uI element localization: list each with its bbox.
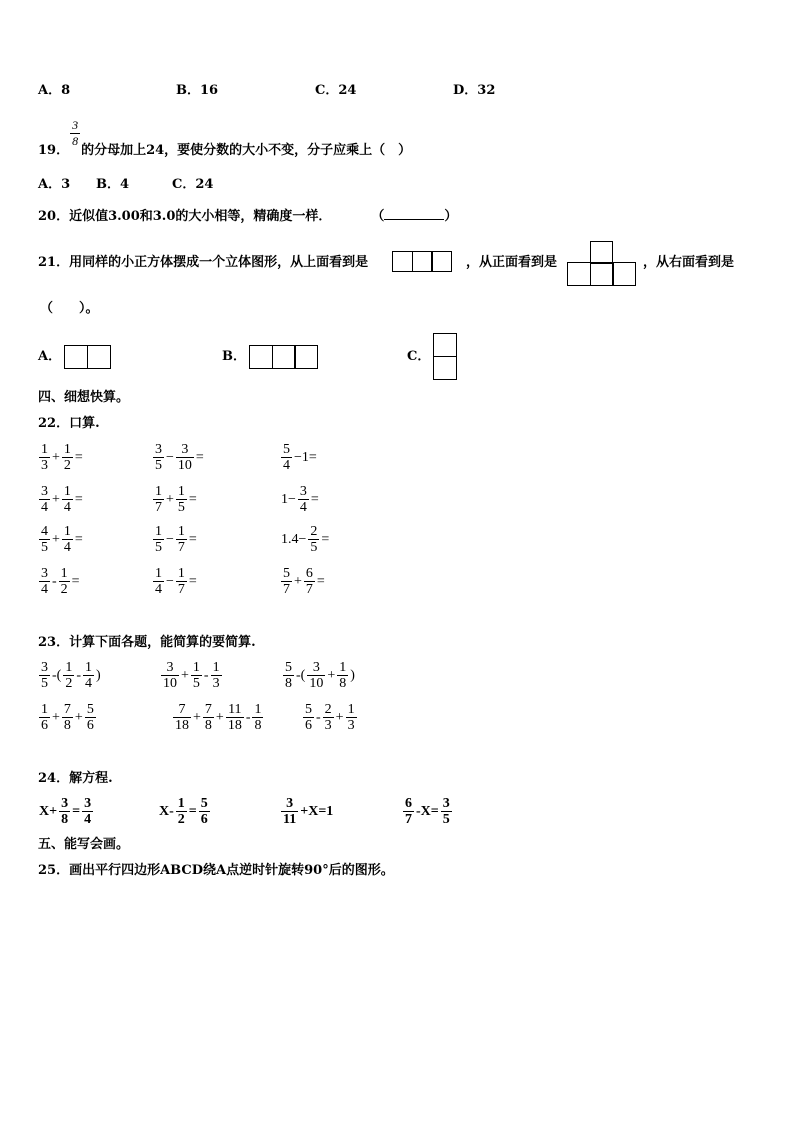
math-expression bbox=[152, 484, 198, 515]
fraction: $\frac{3}{5}$ bbox=[442, 796, 450, 827]
fraction: $\frac{1}{5}$ bbox=[155, 524, 162, 555]
q19-option-a: A．3 bbox=[38, 177, 71, 192]
operator: + bbox=[181, 667, 189, 683]
fraction: $\frac{3}{8}$ bbox=[72, 118, 79, 148]
operator: - bbox=[203, 667, 209, 683]
fraction: $\frac{1}{5}$ bbox=[192, 660, 200, 691]
fraction: $\frac{5}{4}$ bbox=[283, 442, 290, 473]
fraction: $\frac{1}{7}$ bbox=[177, 566, 185, 597]
q21-option-a-label: A． bbox=[38, 349, 62, 364]
fraction: $\frac{1}{7}$ bbox=[177, 524, 185, 555]
operator: −1= bbox=[294, 449, 317, 465]
operator: -( bbox=[296, 667, 306, 683]
fraction: $\frac{3}{4}$ bbox=[299, 484, 307, 515]
fraction: $\frac{3}{8}$ bbox=[61, 796, 69, 827]
fraction: $\frac{3}{10}$ bbox=[163, 660, 177, 691]
math-expression bbox=[280, 442, 318, 473]
math-expression bbox=[280, 484, 320, 515]
fraction: $\frac{1}{2}$ bbox=[177, 796, 185, 827]
q21-option-c-label: C． bbox=[407, 349, 431, 364]
top-view-figure bbox=[392, 251, 452, 272]
fraction: $\frac{3}{10}$ bbox=[177, 442, 192, 473]
math-expression bbox=[38, 524, 84, 555]
operator: 1− bbox=[281, 491, 296, 507]
math-expression bbox=[158, 796, 211, 827]
math-expression bbox=[152, 524, 198, 555]
operator: + bbox=[294, 573, 302, 589]
fraction: $\frac{1}{2}$ bbox=[65, 660, 73, 691]
fraction: $\frac{5}{7}$ bbox=[283, 566, 290, 597]
option-d: D．32 bbox=[453, 83, 496, 98]
operator: = bbox=[72, 803, 81, 819]
option-a: A．8 bbox=[38, 83, 71, 98]
fraction: $\frac{5}{8}$ bbox=[285, 660, 292, 691]
operator: + bbox=[74, 709, 83, 725]
operator: + bbox=[52, 491, 60, 507]
math-expression bbox=[38, 796, 94, 827]
operator: = bbox=[188, 531, 197, 547]
operator: ) bbox=[350, 667, 355, 683]
q24-title: 24．解方程. bbox=[38, 771, 113, 786]
answer-blank[interactable] bbox=[384, 206, 444, 220]
q21-text-3: ，从右面看到是 bbox=[643, 255, 735, 270]
operator: = bbox=[71, 573, 80, 589]
operator: = bbox=[195, 449, 204, 465]
fraction: $\frac{3}{4}$ bbox=[41, 484, 48, 515]
question-25: 25．画出平行四边形ABCD绕A点逆时针旋转90°后的图形。 bbox=[38, 863, 394, 878]
operator: - bbox=[316, 709, 321, 725]
operator: + bbox=[327, 667, 336, 683]
fraction: $\frac{1}{3}$ bbox=[212, 660, 220, 691]
operator: = bbox=[188, 491, 197, 507]
option-b: B．16 bbox=[176, 83, 219, 98]
fraction: $\frac{1}{6}$ bbox=[41, 702, 48, 733]
math-expression bbox=[282, 660, 356, 691]
q21-option-b-figure bbox=[249, 345, 318, 369]
q21-option-a-figure bbox=[64, 345, 111, 369]
math-expression bbox=[172, 702, 264, 733]
math-expression bbox=[38, 484, 84, 515]
fraction: $\frac{1}{2}$ bbox=[63, 442, 71, 473]
operator: + bbox=[52, 531, 60, 547]
operator: = bbox=[74, 449, 83, 465]
operator: = bbox=[74, 531, 83, 547]
fraction: $\frac{1}{3}$ bbox=[347, 702, 355, 733]
operator: ) bbox=[96, 667, 101, 683]
fraction: $\frac{4}{5}$ bbox=[41, 524, 48, 555]
question-20: 20．近似值3.00和3.0的大小相等，精确度一样． （ ） bbox=[38, 206, 457, 226]
operator: = bbox=[316, 573, 325, 589]
question-text: 的分母加上24，要使分数的大小不变，分子应乘上（ ） bbox=[81, 143, 412, 158]
fraction: $\frac{1}{4}$ bbox=[63, 484, 71, 515]
operator: +X=1 bbox=[300, 803, 334, 819]
operator: = bbox=[321, 531, 330, 547]
operator: X+ bbox=[39, 803, 58, 819]
section-5-heading: 五、能写会画。 bbox=[38, 837, 130, 852]
fraction: $\frac{3}{5}$ bbox=[41, 660, 48, 691]
fraction: $\frac{1}{3}$ bbox=[41, 442, 48, 473]
operator: = bbox=[74, 491, 83, 507]
answer-paren: （ ）。 bbox=[40, 301, 99, 316]
fraction: $\frac{6}{7}$ bbox=[405, 796, 412, 827]
q22-title: 22．口算. bbox=[38, 416, 100, 431]
fraction: $\frac{1}{2}$ bbox=[60, 566, 68, 597]
q21-text-1: 21．用同样的小正方体摆成一个立体图形，从上面看到是 bbox=[38, 255, 369, 270]
math-expression bbox=[302, 702, 358, 733]
operator: 1.4− bbox=[281, 531, 307, 547]
fraction: $\frac{3}{10}$ bbox=[309, 660, 324, 691]
fraction: $\frac{7}{18}$ bbox=[175, 702, 189, 733]
fraction: $\frac{2}{3}$ bbox=[324, 702, 332, 733]
math-expression bbox=[402, 796, 453, 827]
operator: + bbox=[52, 449, 60, 465]
operator: X- bbox=[159, 803, 174, 819]
math-expression bbox=[280, 796, 334, 827]
fraction: $\frac{1}{8}$ bbox=[339, 660, 347, 691]
fraction: $\frac{1}{8}$ bbox=[254, 702, 262, 733]
fraction: $\frac{7}{8}$ bbox=[63, 702, 71, 733]
operator: + bbox=[215, 709, 224, 725]
fraction: $\frac{3}{5}$ bbox=[155, 442, 162, 473]
fraction: $\frac{5}{6}$ bbox=[86, 702, 94, 733]
fraction: $\frac{2}{5}$ bbox=[310, 524, 318, 555]
section-4-heading: 四、细想快算。 bbox=[38, 390, 130, 405]
operator: - bbox=[76, 667, 81, 683]
operator: + bbox=[166, 491, 174, 507]
operator: = bbox=[188, 573, 197, 589]
fraction: $\frac{1}{4}$ bbox=[85, 660, 92, 691]
operator: − bbox=[166, 449, 174, 465]
q19-option-c: C．24 bbox=[172, 177, 214, 192]
operator: + bbox=[52, 709, 60, 725]
math-expression bbox=[152, 442, 205, 473]
fraction: $\frac{3}{4}$ bbox=[84, 796, 92, 827]
fraction: $\frac{1}{4}$ bbox=[155, 566, 162, 597]
operator: = bbox=[310, 491, 319, 507]
q19-option-b: B．4 bbox=[96, 177, 130, 192]
fraction: $\frac{7}{8}$ bbox=[204, 702, 212, 733]
question-text: 20．近似值3.00和3.0的大小相等，精确度一样． bbox=[38, 209, 332, 224]
option-c: C．24 bbox=[315, 83, 357, 98]
fraction: $\frac{3}{4}$ bbox=[41, 566, 48, 597]
operator: = bbox=[188, 803, 197, 819]
fraction: $\frac{5}{6}$ bbox=[305, 702, 312, 733]
q21-option-c-figure bbox=[433, 333, 457, 380]
operator: -( bbox=[52, 667, 62, 683]
operator: + bbox=[335, 709, 344, 725]
operator: - bbox=[52, 573, 57, 589]
math-expression bbox=[152, 566, 198, 597]
fraction: $\frac{1}{7}$ bbox=[155, 484, 162, 515]
operator: -X= bbox=[416, 803, 439, 819]
question-19 bbox=[38, 118, 411, 160]
operator: + bbox=[193, 709, 201, 725]
math-expression bbox=[38, 660, 102, 691]
q21-text-2: ，从正面看到是 bbox=[466, 255, 558, 270]
operator: − bbox=[166, 573, 174, 589]
fraction: $\frac{1}{5}$ bbox=[177, 484, 185, 515]
math-expression bbox=[280, 524, 330, 555]
math-expression bbox=[38, 566, 81, 597]
math-expression bbox=[38, 702, 97, 733]
math-expression bbox=[38, 442, 84, 473]
q21-option-b-label: B． bbox=[222, 349, 246, 364]
fraction: $\frac{3}{11}$ bbox=[283, 796, 297, 827]
math-expression bbox=[280, 566, 326, 597]
question-number: 19． bbox=[38, 143, 70, 158]
fraction: $\frac{5}{6}$ bbox=[200, 796, 208, 827]
fraction: $\frac{6}{7}$ bbox=[305, 566, 313, 597]
operator: - bbox=[245, 709, 251, 725]
q23-title: 23．计算下面各题，能简算的要简算. bbox=[38, 635, 256, 650]
math-expression bbox=[160, 660, 223, 691]
operator: − bbox=[166, 531, 174, 547]
fraction: $\frac{1}{4}$ bbox=[63, 524, 71, 555]
fraction: $\frac{11}{18}$ bbox=[227, 702, 242, 733]
